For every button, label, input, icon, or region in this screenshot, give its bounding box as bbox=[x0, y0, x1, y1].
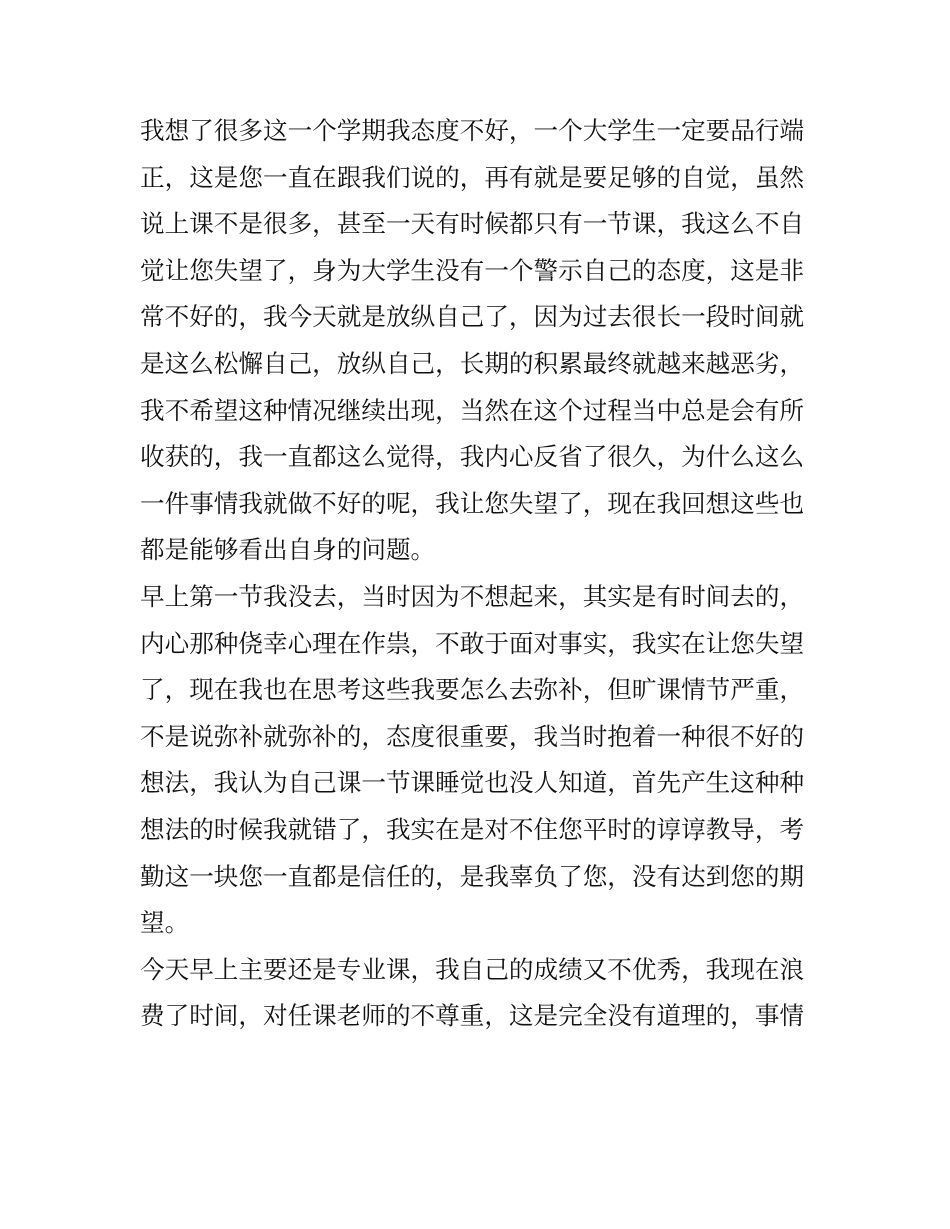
text-line: 内心那种侥幸心理在作祟，不敢于面对事实，我实在让您失望 bbox=[140, 628, 805, 658]
text-line: 觉让您失望了，身为大学生没有一个警示自己的态度，这是非 bbox=[140, 255, 805, 285]
text-line: 想法，我认为自己课一节课睡觉也没人知道，首先产生这种种 bbox=[140, 768, 805, 798]
text-line: 望。 bbox=[140, 908, 190, 938]
paragraph-3 bbox=[140, 947, 816, 1040]
paragraph-2 bbox=[140, 574, 816, 947]
text-line: 收获的，我一直都这么觉得，我内心反省了很久，为什么这么 bbox=[140, 442, 805, 472]
text-line: 了，现在我也在思考这些我要怎么去弥补，但旷课情节严重， bbox=[140, 675, 805, 705]
text-line: 勤这一块您一直都是信任的，是我辜负了您，没有达到您的期 bbox=[140, 861, 805, 891]
text-line: 常不好的，我今天就是放纵自己了，因为过去很长一段时间就 bbox=[140, 302, 805, 332]
text-line: 一件事情我就做不好的呢，我让您失望了，现在我回想这些也 bbox=[140, 488, 805, 518]
text-line: 早上第一节我没去，当时因为不想起来，其实是有时间去的， bbox=[140, 581, 805, 611]
text-line: 费了时间，对任课老师的不尊重，这是完全没有道理的，事情 bbox=[140, 1001, 805, 1031]
text-line: 正，这是您一直在跟我们说的，再有就是要足够的自觉，虽然 bbox=[140, 162, 805, 192]
paragraph-1 bbox=[140, 108, 816, 574]
text-line: 说上课不是很多，甚至一天有时候都只有一节课，我这么不自 bbox=[140, 209, 805, 239]
document-body bbox=[140, 108, 816, 1040]
text-line: 不是说弥补就弥补的，态度很重要，我当时抱着一种很不好的 bbox=[140, 721, 805, 751]
text-line: 都是能够看出自身的问题。 bbox=[140, 535, 436, 565]
text-line: 想法的时候我就错了，我实在是对不住您平时的谆谆教导，考 bbox=[140, 814, 805, 844]
text-line: 我想了很多这一个学期我态度不好，一个大学生一定要品行端 bbox=[140, 116, 805, 145]
text-line: 今天早上主要还是专业课，我自己的成绩又不优秀，我现在浪 bbox=[140, 954, 805, 984]
text-line: 我不希望这种情况继续出现，当然在这个过程当中总是会有所 bbox=[140, 395, 805, 425]
text-line: 是这么松懈自己，放纵自己，长期的积累最终就越来越恶劣， bbox=[140, 348, 805, 378]
